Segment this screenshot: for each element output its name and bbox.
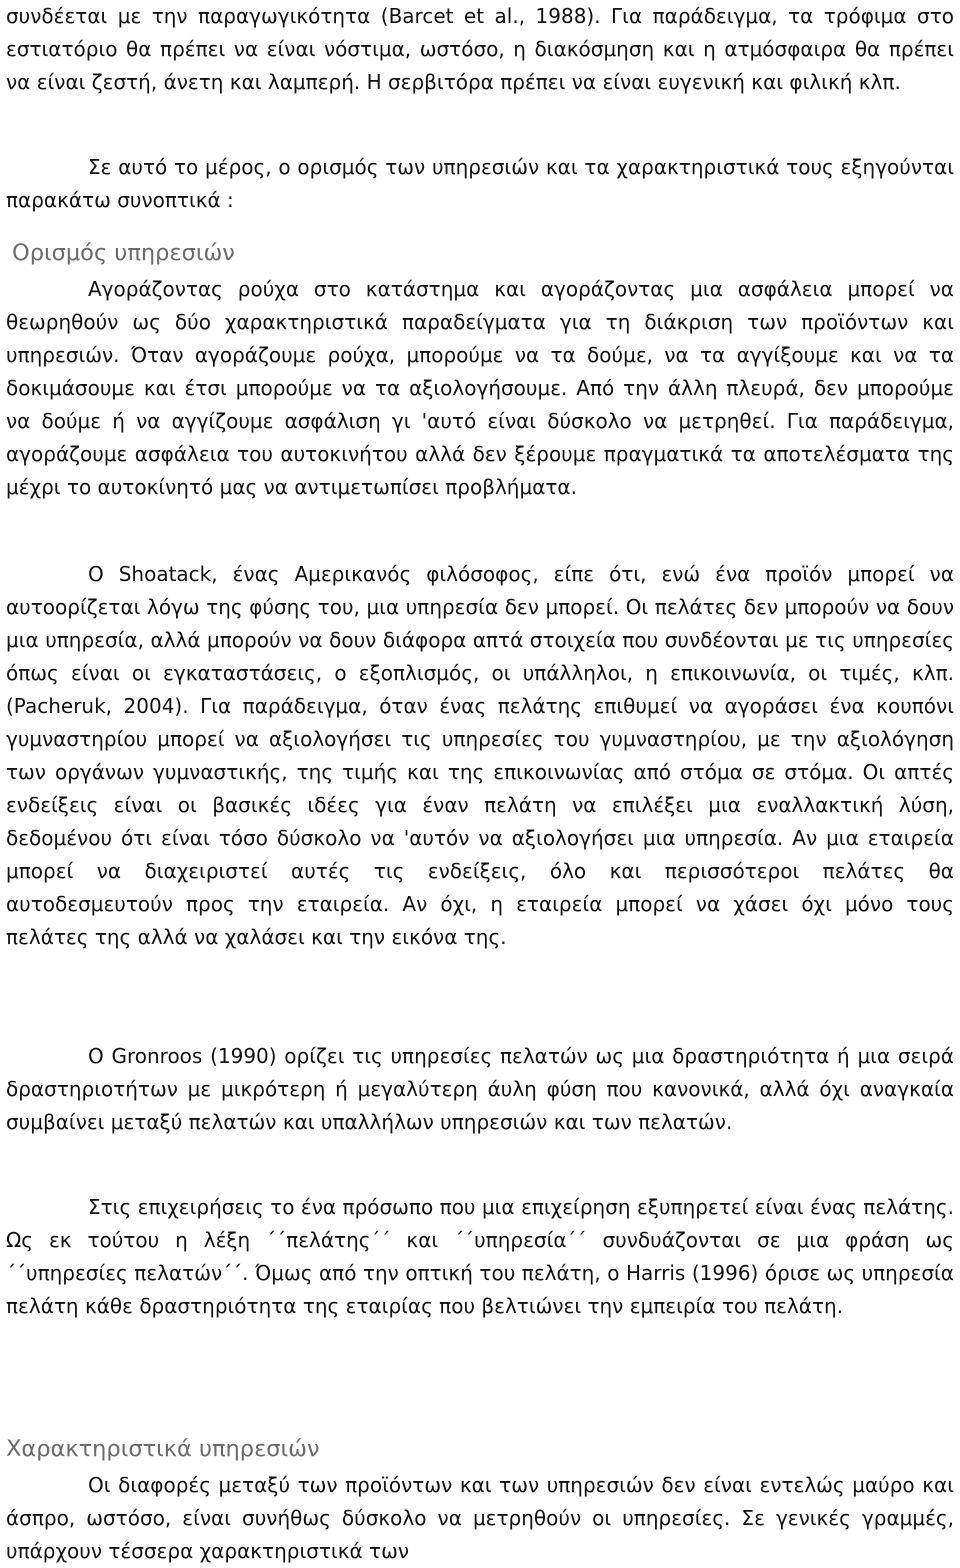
paragraph-gronroos: Ο Gronroos (1990) ορίζει τις υπηρεσίες πελατών ως μια δραστηριότητα ή μια σειρά δραστηριοτήτων με μικρότερη ή μεγαλύτερη άυλη φύση που κανονικά, αλλά όχι αναγκαία συμβαίνει μεταξύ πελατών και υπαλλήλων υπηρεσιών και των πελατών.: [6, 1044, 954, 1134]
paragraph-shoatack: Ο Shoatack, ένας Αμερικανός φιλόσοφος, είπε ότι, ενώ ένα προϊόν μπορεί να αυτοορίζεται λόγω της φύσης του, μια υπηρεσία δεν μπορεί. Οι πελάτες δεν μπορούν να δουν μια υπηρεσία, αλλά μπορούν να δουν διάφορα απτά στοιχεία που συνδέονται με τις υπηρεσίες όπως είναι οι εγκαταστάσεις, ο εξοπλισμός, οι υπάλληλοι, η επικοινωνία, οι τιμές, κλπ. (Pacheruk, 2004). Για παράδειγμα, όταν ένας πελάτης επιθυμεί να αγοράσει ένα κουπόνι γυμναστηρίου μπορεί να αξιολογήσει τις υπηρεσίες του γυμναστηρίου, με την αξιολόγηση των οργάνων γυμναστικής, της τιμής και της επικοινωνίας από στόμα σε στόμα. Οι απτές ενδείξεις είναι οι βασικές ιδέες για έναν πελάτη να επιλέξει μια εναλλακτική λύση, δεδομένου ότι είναι τόσο δύσκολο να 'αυτόν να αξιολογήσει μια υπηρεσία. Αν μια εταιρεία μπορεί να διαχειριστεί αυτές τις ενδείξεις, όλο και περισσότεροι πελάτες θα αυτοδεσμευτούν προς την εταιρεία. Αν όχι, η εταιρεία μπορεί να χάσει όχι μόνο τους πελάτες της αλλά να χαλάσει και την εικόνα της.: [6, 562, 954, 949]
paragraph-intro-continuation: συνδέεται με την παραγωγικότητα (Barcet et al., 1988). Για παράδειγμα, τα τρόφιμα στο εστιατόριο θα πρέπει να είναι νόστιμα, ωστόσο, η διακόσμηση και η ατμόσφαιρα θα πρέπει να είναι ζεστή, άνετη και λαμπερή. Η σερβιτόρα πρέπει να είναι ευγενική και φιλική κλπ.: [6, 4, 954, 94]
paragraph-harris: Στις επιχειρήσεις το ένα πρόσωπο που μια επιχείρηση εξυπηρετεί είναι ένας πελάτης. Ως εκ τούτου η λέξη ΄΄πελάτης΄΄ και ΄΄υπηρεσία΄΄ συνδυάζονται σε μια φράση ως ΄΄υπηρεσίες πελατών΄΄. Όμως από την οπτική του πελάτη, ο Harris (1996) όρισε ως υπηρεσία πελάτη κάθε δραστηριότητα της εταιρίας που βελτιώνει την εμπειρία του πελάτη.: [6, 1195, 954, 1318]
heading-service-definition: Ορισμός υπηρεσιών: [12, 240, 235, 266]
paragraph-characteristics-intro: Οι διαφορές μεταξύ των προϊόντων και των υπηρεσιών δεν είναι εντελώς μαύρο και άσπρο, ωστόσο, είναι συνήθως δύσκολο να μετρηθούν οι υπηρεσίες. Σε γενικές γραμμές, υπάρχουν τέσσερα χαρακτηριστικά των: [6, 1473, 954, 1563]
paragraph-clothes-vs-insurance: Αγοράζοντας ρούχα στο κατάστημα και αγοράζοντας μια ασφάλεια μπορεί να θεωρηθούν ως δύο χαρακτηριστικά παραδείγματα για τη διάκριση των προϊόντων και υπηρεσιών. Όταν αγοράζουμε ρούχα, μπορούμε να τα δούμε, να τα αγγίξουμε και να τα δοκιμάσουμε και έτσι μπορούμε να τα αξιολογήσουμε. Από την άλλη πλευρά, δεν μπορούμε να δούμε ή να αγγίζουμε ασφάλιση γι 'αυτό είναι δύσκολο να μετρηθεί. Για παράδειγμα, αγοράζουμε ασφάλεια του αυτοκινήτου αλλά δεν ξέρουμε πραγματικά τα αποτελέσματα της μέχρι το αυτοκίνητό μας να αντιμετωπίσει προβλήματα.: [6, 277, 954, 499]
heading-service-characteristics: Χαρακτηριστικά υπηρεσιών: [6, 1436, 320, 1462]
paragraph-section-intro: Σε αυτό το μέρος, ο ορισμός των υπηρεσιών και τα χαρακτηριστικά τους εξηγούνται παρακάτω συνοπτικά :: [6, 155, 954, 212]
